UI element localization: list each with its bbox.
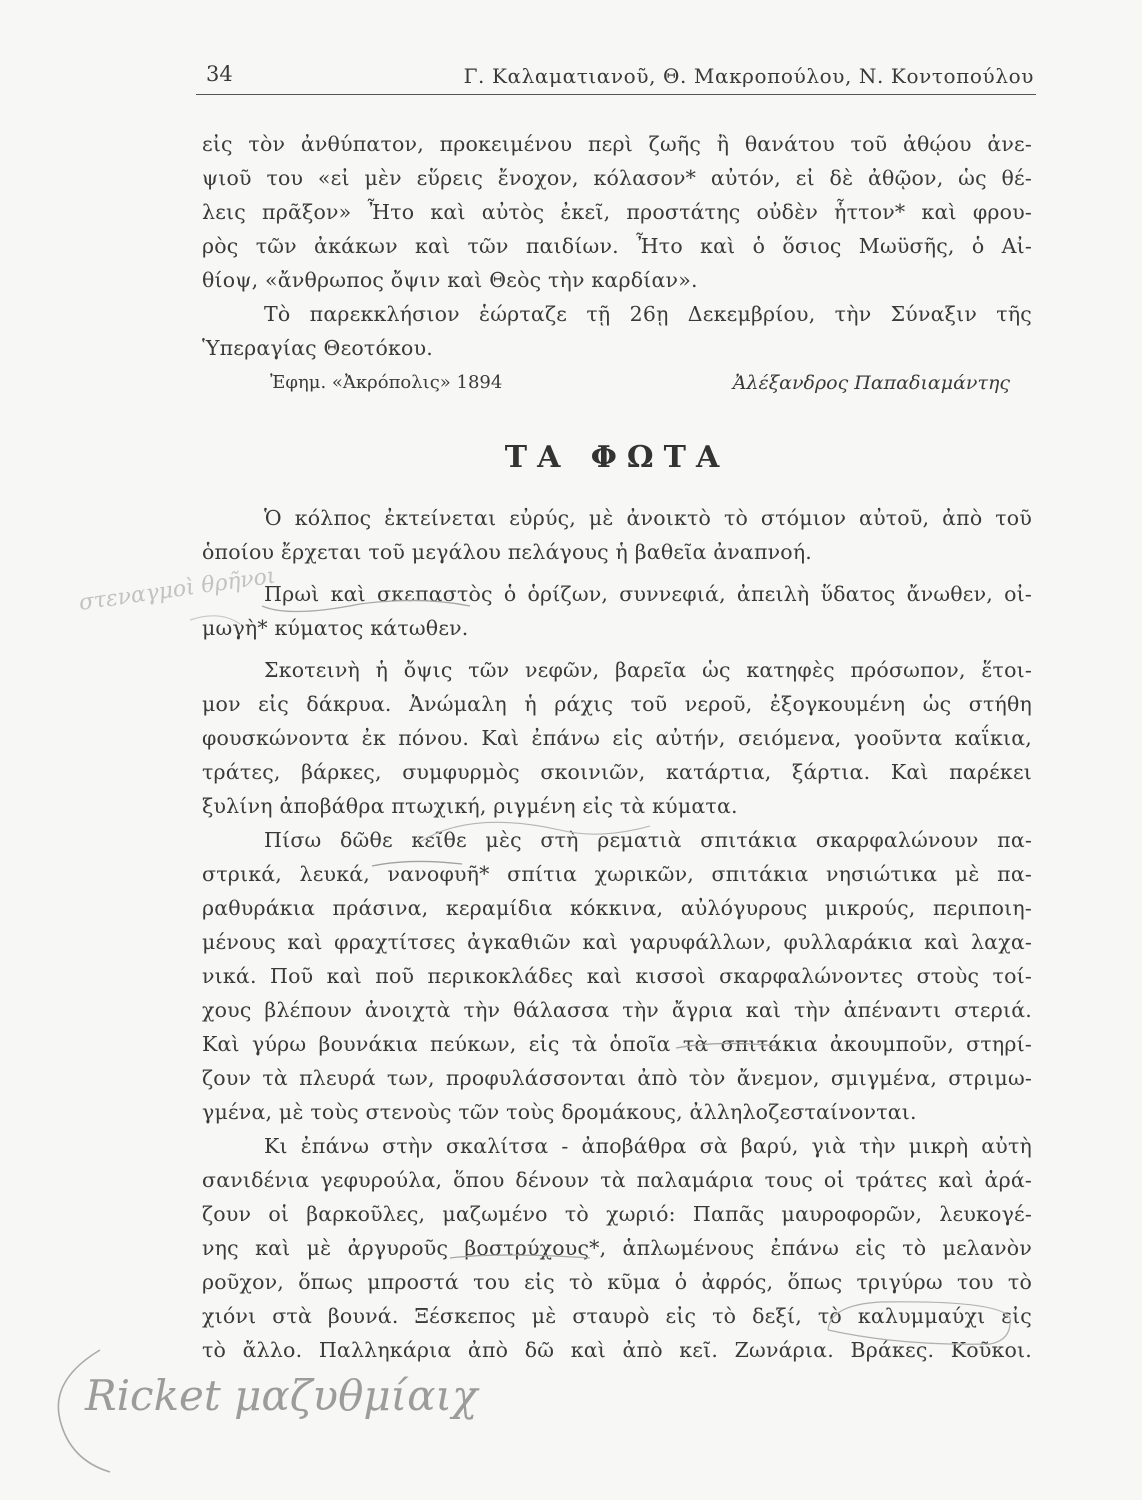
running-head: Γ. Καλαματιανοῦ, Θ. Μακροπούλου, Ν. Κοντοπούλου [463,64,1034,88]
source-attribution [270,372,1010,400]
text-line: Ὑπεραγίας Θεοτόκου. [202,336,433,360]
text-line: μένους καὶ φραχτίτσες ἀγκαθιῶν καὶ γαρυφάλλων, φυλλαράκια καὶ λαχα- [202,930,1032,954]
text-line: νικά. Ποῦ καὶ ποῦ περικοκλάδες καὶ κισσοὶ σκαρφαλώνοντες στοὺς τοί- [202,964,1032,988]
text-line: Ὁ κόλπος ἐκτείνεται εὐρύς, μὲ ἀνοικτὸ τὸ στόμιον αὐτοῦ, ἀπὸ τοῦ [264,506,1032,530]
section-title: ΤΑ ΦΩΤΑ [504,440,730,475]
text-line: μωγὴ* κύματος κάτωθεν. [202,616,469,640]
text-line: ροῦχον, ὅπως μπροστά του εἰς τὸ κῦμα ὁ ἀφρός, ὅπως τριγύρω του τὸ [202,1270,1032,1294]
text-line: χιόνι στὰ βουνά. Ξέσκεπος μὲ σταυρὸ εἰς τὸ δεξί, τὸ καλυμμαύχι εἰς [202,1304,1032,1328]
text-line: στρικά, λευκά, νανοφυῆ* σπίτια χωρικῶν, σπιτάκια νησιώτικα μὲ πα- [202,862,1032,886]
text-line: ζουν οἱ βαρκοῦλες, μαζωμένο τὸ χωριό: Παπᾶς μαυροφορῶν, λευκογέ- [202,1202,1032,1226]
text-line: θίοψ, «ἄνθρωπος ὄψιν καὶ Θεὸς τὴν καρδίαν». [202,268,698,292]
signature-text: Ricket μαζυθμίαιχ [85,1371,478,1420]
text-line: ραθυράκια πράσινα, κεραμίδια κόκκινα, αὐλόγυρους μικρούς, περιποιη- [202,896,1032,920]
text-line: Τὸ παρεκκλήσιον ἑώρταζε τῇ 26ῃ Δεκεμβρίου, τὴν Σύναξιν τῆς [264,302,1032,326]
text-line: ρὸς τῶν ἀκάκων καὶ τῶν παιδίων. Ἦτο καὶ ὁ ὅσιος Μωϋσῆς, ὁ Αἰ- [202,234,1032,258]
text-line: Καὶ γύρω βουνάκια πεύκων, εἰς τὰ ὁποῖα τὰ σπιτάκια ἀκουμποῦν, στηρί- [202,1032,1032,1056]
text-line: Πρωὶ καὶ σκεπαστὸς ὁ ὁρίζων, συννεφιά, ἀπειλὴ ὕδατος ἄνωθεν, οἰ- [264,582,1032,606]
text-line: Σκοτεινὴ ἡ ὄψις τῶν νεφῶν, βαρεῖα ὡς κατηφὲς πρόσωπον, ἕτοι- [264,658,1032,682]
text-line: χους βλέπουν ἀνοιχτὰ τὴν θάλασσα τὴν ἄγρια καὶ τὴν ἀπέναντι στεριά. [202,998,1032,1022]
page-header [196,58,1036,95]
text-line: μον εἰς δάκρυα. Ἀνώμαλη ἡ ράχις τοῦ νεροῦ, ἐξογκουμένη ὡς στήθη [202,692,1032,716]
text-line: τράτες, βάρκες, συμφυρμὸς σκοινιῶν, κατάρτια, ξάρτια. Καὶ παρέκει [202,760,1032,784]
text-line: τὸ ἄλλο. Παλληκάρια ἀπὸ δῶ καὶ ἀπὸ κεῖ. Ζωνάρια. Βράκες. Κοῦκοι. [202,1338,1032,1362]
text-line: ὁποίου ἔρχεται τοῦ μεγάλου πελάγους ἡ βαθεῖα ἀναπνοή. [202,540,813,564]
page-number: 34 [206,62,233,86]
text-line: εἰς τὸν ἀνθύπατον, προκειμένου περὶ ζωῆς ἢ θανάτου τοῦ ἀθῴου ἀνε- [202,132,1032,156]
text-line: Πίσω δῶθε κεῖθε μὲς στὴ ρεματιὰ σπιτάκια σκαρφαλώνουν πα- [264,828,1032,852]
text-line: φουσκώνοντα ἐκ πόνου. Καὶ ἐπάνω εἰς αὐτήν, σειόμενα, γοοῦντα καΐκια, [202,726,1032,750]
bracket-mark [58,1350,110,1472]
author-name: Ἀλέξανδρος Παπαδιαμάντης [732,372,1010,394]
text-line: ζουν τὰ πλευρά των, προφυλάσσονται ἀπὸ τὸν ἄνεμον, σμιγμένα, στριμω- [202,1066,1032,1090]
margin-note-text: στεναγμοὶ θρῆνοι [77,563,278,616]
text-line: ξυλίνη ἀποβάθρα πτωχική, ριγμένη εἰς τὰ κύματα. [202,794,738,818]
text-line: σανιδένια γεφυρούλα, ὅπου δένουν τὰ παλαμάρια τους οἱ τράτες καὶ ἀρά- [202,1168,1032,1192]
text-line: λεις πρᾶξον» Ἦτο καὶ αὐτὸς ἐκεῖ, προστάτης οὐδὲν ἧττον* καὶ φρου- [202,200,1032,224]
text-line: Κι ἐπάνω στὴν σκαλίτσα - ἀποβάθρα σὰ βαρύ, γιὰ τὴν μικρὴ αὐτὴ [264,1134,1032,1158]
text-line: γμένα, μὲ τοὺς στενοὺς τῶν τοὺς δρομάκους, ἀλληλοζεσταίνονται. [202,1100,917,1124]
text-line: ψιοῦ του «εἰ μὲν εὕρεις ἔνοχον, κόλασον* αὐτόν, εἰ δὲ ἀθῷον, ὡς θέ- [202,166,1032,190]
text-line: νης καὶ μὲ ἀργυροῦς βοστρύχους*, ἁπλωμένους ἐπάνω εἰς τὸ μελανὸν [202,1236,1032,1260]
newspaper-source: Ἐφημ. «Ἀκρόπολις» 1894 [270,372,503,393]
